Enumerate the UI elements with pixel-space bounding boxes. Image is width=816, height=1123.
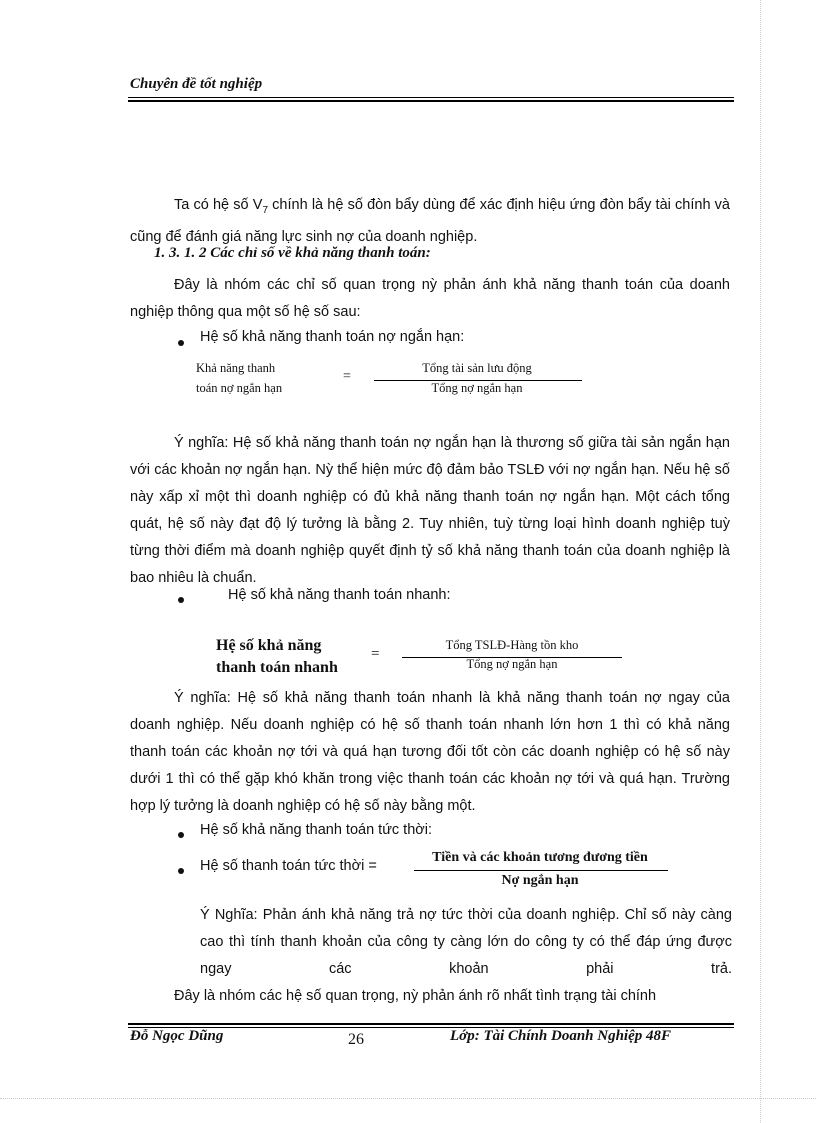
ratio2-lhs-line1: Hệ số khả năng — [216, 637, 322, 654]
ratio1-denominator: Tổng nợ ngắn hạn — [431, 381, 523, 395]
footer-author: Đỗ Ngọc Dũng — [130, 1028, 224, 1044]
ratio1-numerator: Tổng tài sản lưu động — [422, 361, 532, 375]
ratio1-meaning: Ý nghĩa: Hệ số khả năng thanh toán nợ ngắn hạn là thương số giữa tài sản ngắn hạn với các khoản nợ ngắn hạn. Nỳ thể hiện mức độ đảm bảo TSLĐ với nợ ngắn hạn. Nếu hệ số này xấp xỉ một thì doanh nghiệp có đủ khả năng thanh toán nợ ngắn hạn. Một cách tổng quát, hệ số này đạt độ lý tưởng là bằng 2. Tuy nhiên, tuỳ từng loại hình doanh nghiệp tuỳ từng thời điểm mà doanh nghiệp quyết định tỷ số khả năng thanh toán của doanh nghiệp là bao nhiêu là chuẩn. — [130, 435, 730, 586]
ratio3-fraction-bar — [414, 870, 668, 871]
intro-paragraph: Ta có hệ số $V_7$ chính là hệ số đòn bẩy dùng để xác định hiệu ứng đòn bẩy tài chính và cũng để đánh giá năng lực sinh nợ của doanh nghiệp. — [130, 197, 730, 245]
ratio3-meaning: Ý Nghĩa: Phản ánh khả năng trả nợ tức thời của doanh nghiệp. Chỉ số này càng cao thì tính thanh khoản của công ty càng lớn do công ty có thể đáp ứng được ngay các khoản phải trả. — [200, 907, 732, 977]
closing-line: Đây là nhóm các hệ số quan trọng, nỳ phản ánh rõ nhất tình trạng tài chính — [174, 988, 657, 1004]
page-edge-bottom — [0, 1098, 816, 1099]
ratio2-denominator: Tổng nợ ngắn hạn — [466, 657, 558, 671]
page-number: 26 — [348, 1031, 364, 1048]
bullet-dot — [178, 597, 184, 603]
ratio1-lhs-line2: toán nợ ngắn hạn — [196, 381, 283, 395]
ratio1-lhs-line1: Khả năng thanh — [196, 361, 276, 375]
ratio3-formula-label: Hệ số thanh toán tức thời = — [200, 858, 377, 874]
section-heading: 1. 3. 1. 2 Các chỉ số về khả năng thanh toán: — [154, 245, 431, 261]
ratio3-bullet: Hệ số khả năng thanh toán tức thời: — [200, 822, 433, 838]
header-title: Chuyên đề tốt nghiệp — [130, 76, 263, 92]
ratio2-numerator: Tổng TSLĐ-Hàng tồn kho — [445, 638, 579, 652]
bullet-dot — [178, 340, 184, 346]
footer-class: Lớp: Tài Chính Doanh Nghiệp 48F — [450, 1028, 672, 1044]
ratio1-bullet: Hệ số khả năng thanh toán nợ ngắn hạn: — [200, 329, 465, 345]
ratio3-denominator: Nợ ngắn hạn — [501, 873, 579, 888]
ratio3-numerator: Tiền và các khoản tương đương tiền — [432, 850, 648, 865]
section-intro: Đây là nhóm các chỉ số quan trọng nỳ phản ánh khả năng thanh toán của doanh nghiệp thông qua một số hệ số sau: — [130, 277, 730, 320]
ratio1-equals: = — [343, 369, 351, 384]
footer-rule-thick — [128, 1023, 734, 1025]
header-rule-thick — [128, 100, 734, 102]
bullet-dot — [178, 868, 184, 874]
ratio2-equals: = — [371, 646, 380, 662]
bullet-dot — [178, 832, 184, 838]
page-edge-right — [760, 0, 761, 1123]
ratio2-lhs-line2: thanh toán nhanh — [216, 659, 338, 676]
ratio2-bullet: Hệ số khả năng thanh toán nhanh: — [228, 587, 451, 603]
ratio2-meaning: Ý nghĩa: Hệ số khả năng thanh toán nhanh là khả năng thanh toán nợ ngay của doanh nghiệp. Nếu doanh nghiệp có hệ số thanh toán nhanh lớn hơn 1 thì có khả năng thanh toán các khoản nợ tới và quá hạn tương đối tốt còn các doanh nghiệp có hệ số này dưới 1 thì có thể gặp khó khăn trong việc thanh toán các khoản nợ tới và quá hạn. Trường hợp lý tưởng là doanh nghiệp có hệ số này bằng một. — [130, 690, 730, 814]
header-rule-thin — [128, 97, 734, 98]
